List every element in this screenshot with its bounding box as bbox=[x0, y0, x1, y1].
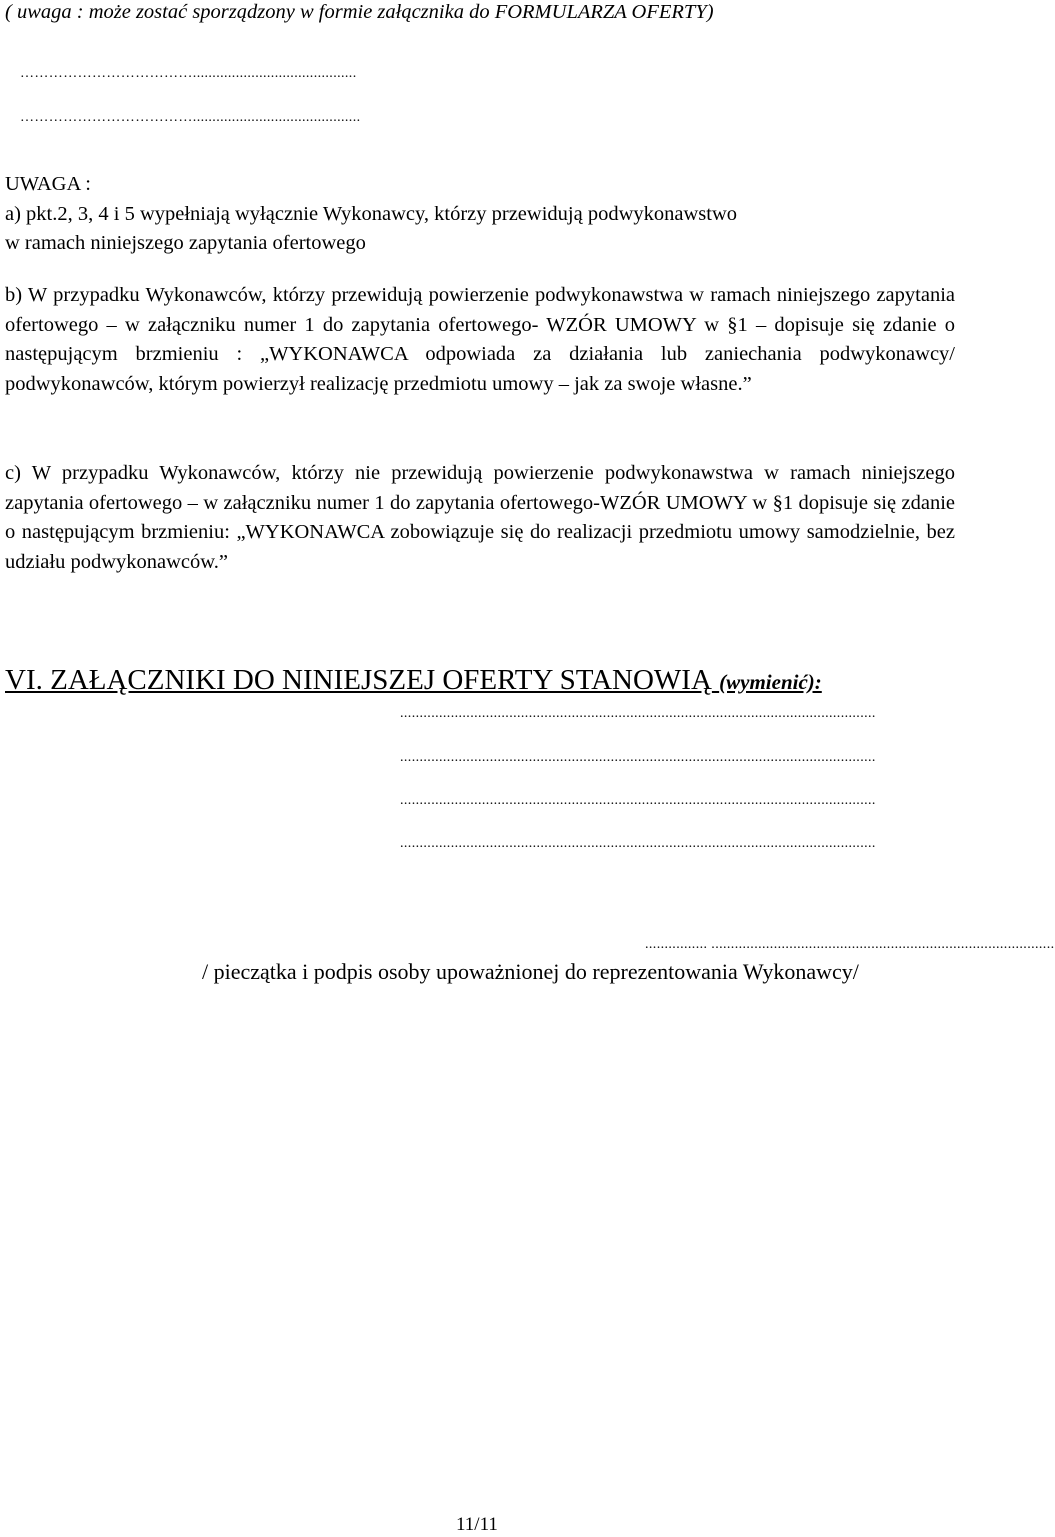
attachment-line: .......................................................................................................................... bbox=[400, 793, 876, 808]
signature-dots: ................ ........................................................................................ bbox=[645, 937, 1055, 952]
point-a-line-1: a) pkt.2, 3, 4 i 5 wypełniają wyłącznie Wykonawcy, którzy przewidują podwykonawstwo bbox=[5, 203, 738, 225]
section-vi-heading bbox=[5, 662, 822, 700]
point-a-line-2: w ramach niniejszego zapytania ofertowego bbox=[5, 232, 366, 254]
attachment-line: .......................................................................................................................... bbox=[400, 706, 876, 721]
section-vi-subtitle: (wymienić): bbox=[719, 670, 822, 694]
attachment-line: .......................................................................................................................... bbox=[400, 750, 876, 765]
attachment-line: .......................................................................................................................... bbox=[400, 836, 876, 851]
point-b-paragraph: b) W przypadku Wykonawców, którzy przewidują powierzenie podwykonawstwa w ramach niniejszego zapytania ofertowego – w załączniku numer 1 do zapytania ofertowego- WZÓR UMOWY w §1 – dopisuje się zdanie o następującym brzmieniu : „WYKONAWCA odpowiada za działania lub zaniechania podwykonawcy/ podwykonawców, którym powierzył realizację przedmiotu umowy – jak za swoje własne.” bbox=[5, 284, 955, 395]
signature-caption: / pieczątka i podpis osoby upoważnionej do reprezentowania Wykonawcy/ bbox=[202, 959, 859, 984]
uwaga-label: UWAGA : bbox=[5, 173, 91, 195]
dotted-line: ………………………………........................................... bbox=[20, 110, 361, 125]
form-note: ( uwaga : może zostać sporządzony w formie załącznika do FORMULARZA OFERTY) bbox=[5, 1, 714, 23]
point-c-paragraph: c) W przypadku Wykonawców, którzy nie przewidują powierzenie podwykonawstwa w ramach niniejszego zapytania ofertowego – w załączniku numer 1 do zapytania ofertowego-WZÓR UMOWY w §1 dopisuje się zdanie o następującym brzmieniu: „WYKONAWCA zobowiązuje się do realizacji przedmiotu umowy samodzielnie, bez udziału podwykonawców.” bbox=[5, 462, 955, 573]
section-vi-title: VI. ZAŁĄCZNIKI DO NINIEJSZEJ OFERTY STANOWIĄ bbox=[5, 664, 712, 696]
page-number: 11/11 bbox=[456, 1514, 498, 1535]
dotted-line: ……………………………….......................................... bbox=[20, 66, 357, 81]
